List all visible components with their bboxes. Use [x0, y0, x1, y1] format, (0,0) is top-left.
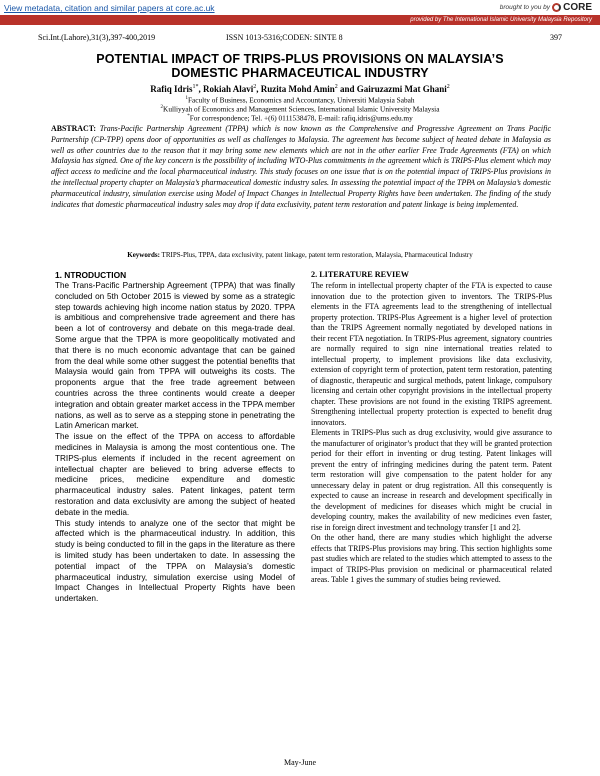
author-affiliation-mark: 2	[446, 84, 450, 90]
keywords-label: Keywords:	[127, 251, 160, 259]
affiliation-text: Kulliyyah of Economics and Management Sciences, International Islamic University Malaysia	[163, 104, 440, 114]
right-column	[311, 270, 552, 586]
core-logo-text: CORE	[563, 2, 592, 13]
brought-to-you-text: brought to you by	[499, 4, 550, 11]
paragraph: The reform in intellectual property chapter of the FTA is expected to cause innovation due to the protection given to inventors. The TRIPS-Plus elements in the FTA agreements lead to the strengthening of intellectual property protection. TRIPS-Plus Agreement is a higher level of protection than the TRIPS Agreement normally negotiated by developed nations in their recent FTA negotiation. In TRIPS-Plus agreement, signatory countries are normally required to sign nine international treaties related to intellectual property, to implement provisions like data exclusivity, extension of copyright term of protection, patent term restoration, patenting of diagnostic, therapeutic and surgical methods, patent linkage, compulsory licensing and certain other copyright provisions in the intellectual property chapter. These provisions are not found in the existing TRIPS agreement. Strengthening intellectual property protection is expected to benefit drug innovators.	[311, 281, 552, 427]
core-logo-icon	[552, 3, 561, 12]
page-number: 397	[550, 33, 562, 42]
affiliation-mark: 1	[185, 96, 188, 101]
paragraph: Elements in TRIPS-Plus such as drug exclusivity, would give assurance to the manufacturer of originator’s product that they will be granted protection period for their effort in inventing or drug testing. Patent linkages will prevent the entry of infringing medicines during the patent term. Patent term restoration will give compensation to the patent holder for any unnecessary delay in patent or drug registration. All this consequently is expected to cause an increase in research and development specifically in the development of medicines for diseases which might be crucial in developing country, makes the availability of new medicines even faster, rise in foreign direct investment and technology transfer [1 and 2].	[311, 428, 552, 532]
title-line-2: DOMESTIC PHARMACEUTICAL INDUSTRY	[171, 66, 429, 80]
affiliation-text: For correspondence; Tel. +(6) 0111538478, E-mail: rafiq.idris@ums.edu.my	[189, 113, 413, 123]
core-banner	[0, 0, 600, 26]
author-name: Gairuzazmi Mat Ghani	[356, 84, 447, 94]
abstract	[51, 124, 551, 210]
section-heading-literature-review: 2. LITERATURE REVIEW	[311, 270, 409, 279]
provided-by-bar	[0, 15, 600, 25]
journal-header	[38, 33, 562, 43]
author-name: Rafiq Idris	[150, 84, 193, 94]
author-affiliation-mark: 1*	[192, 84, 199, 90]
author-affiliation-mark: 2	[334, 84, 338, 90]
author-separator: ,	[198, 84, 203, 94]
affiliation-text: Faculty of Business, Economics and Accountancy, Universiti Malaysia Sabah	[188, 95, 415, 105]
core-metadata-link[interactable]: View metadata, citation and similar papers at core.ac.uk	[4, 3, 215, 13]
core-logo[interactable]	[552, 2, 592, 13]
paragraph: The issue on the effect of the TPPA on access to affordable medicines in Malaysia is among the most contentious one. The TRIPS-plus elements if included in the recent agreement on intellectual chapter are believed to bring adverse effects to medicine prices, medicine expenditure and domestic pharmaceutical industry sales. Patent linkages, patent term restoration and data exclusivity are among the subject of heated debate in the media.	[55, 432, 295, 517]
section-heading-introduction: 1. NTRODUCTION	[55, 270, 127, 280]
paragraph: This study intends to analyze one of the sector that might be affected which is the pharmaceutical industry. In addition, this study is being conducted to fill in the gaps in the literature as there is limited study has been undertaken to date. In assessing the potential impact of the TPPA on Malaysia’s domestic pharmaceutical industry, simulation exercise using Model of Impact Changes in Intellectual Property Rights have been undertaken.	[55, 518, 295, 604]
affiliation-mark: *	[187, 114, 190, 119]
correspondence	[0, 112, 600, 122]
title-line-1: POTENTIAL IMPACT OF TRIPS-PLUS PROVISIONS ON MALAYSIA’S	[96, 52, 504, 66]
paper-title	[30, 52, 570, 80]
journal-citation: Sci.Int.(Lahore),31(3),397-400,2019	[38, 33, 156, 42]
author-name: Rokiah Alavi	[202, 84, 254, 94]
abstract-label: ABSTRACT:	[51, 124, 97, 133]
keywords-text: TRIPS-Plus, TPPA, data exclusivity, patent linkage, patent term restoration, Malaysia, Pharmaceutical Industry	[161, 251, 473, 259]
keywords	[0, 251, 600, 260]
provided-by-link[interactable]: provided by The International Islamic University Malaysia Repository	[410, 17, 592, 23]
journal-issn: ISSN 1013-5316;CODEN: SINTE 8	[226, 33, 343, 42]
page-footer: May-June	[284, 758, 316, 767]
left-column	[55, 270, 295, 605]
abstract-text: Trans-Pacific Partnership Agreement (TPPA) which is now known as the Comprehensive and Progressive Agreement on Trans Pacific Partnership (CP-TPP) opens door of opportunities as well as challenges to Malaysia. The agreement has become subject of heated debate in Malaysia as well as other countries due to the reason that it may bring some new elements which are not in the other earlier Free Trade Agreements (FTA) on which Malaysia has signed. One of the key concern is the possibility of including WTO-Plus commitments in the agreement which is TRIPS-Plus element which may affect access to medicine and the local pharmaceutical industry. This study focuses on one issue that is on the potential impact of TRIPS-Plus provisions in the intellectual property chapter on Malaysia’s pharmaceutical domestic industry sales. In assessing the potential impact of the TPPA on Malaysia’s domestic pharmaceutical industry, simulation exercise using Model of Impact Changes in Intellectual Property Rights have been undertaken. The finding of the study indicates that domestic pharmaceutical industry sales may drop if data exclusivity, patent term restoration and patent linkage is being implemented.	[51, 124, 551, 209]
affiliation-mark: 2	[160, 105, 164, 110]
author-separator: ,	[256, 84, 261, 94]
author-name: Ruzita Mohd Amin	[260, 84, 335, 94]
author-separator: and	[337, 84, 357, 94]
paragraph: On the other hand, there are many studies which highlight the adverse effects that TRIPS-Plus provisions may bring. This section highlights some past studies which are related to the studies which attempted to assess to the impact of TRIPS-Plus provision on medicinal or pharmaceutical related areas. Table 1 gives the summary of studies being reviewed.	[311, 533, 552, 584]
paragraph: The Trans-Pacific Partnership Agreement (TPPA) that was finally concluded on 5th October 2015 is viewed by some as a strategic step towards achieving high income nation status by 2020. TPPA is ambitious and comprehensive trade agreement and there has been a lot of controversy and debate on this mega-trade deal. Some argue that the TPPA is more geopolitically motivated and that there is no much economic advantage that can be gained from the deal while some other suggest the potential benefits that Malaysia would gain from TPPA will outweighs its costs. The proponents argue that the free trade agreement between countries across the three continents would create a deeper integration and obtain greater market access in the TPPA member nations, as well as to serve as a stepping stone in penetrating the Latin American market.	[55, 281, 295, 431]
author-affiliation-mark: 2	[253, 84, 257, 90]
